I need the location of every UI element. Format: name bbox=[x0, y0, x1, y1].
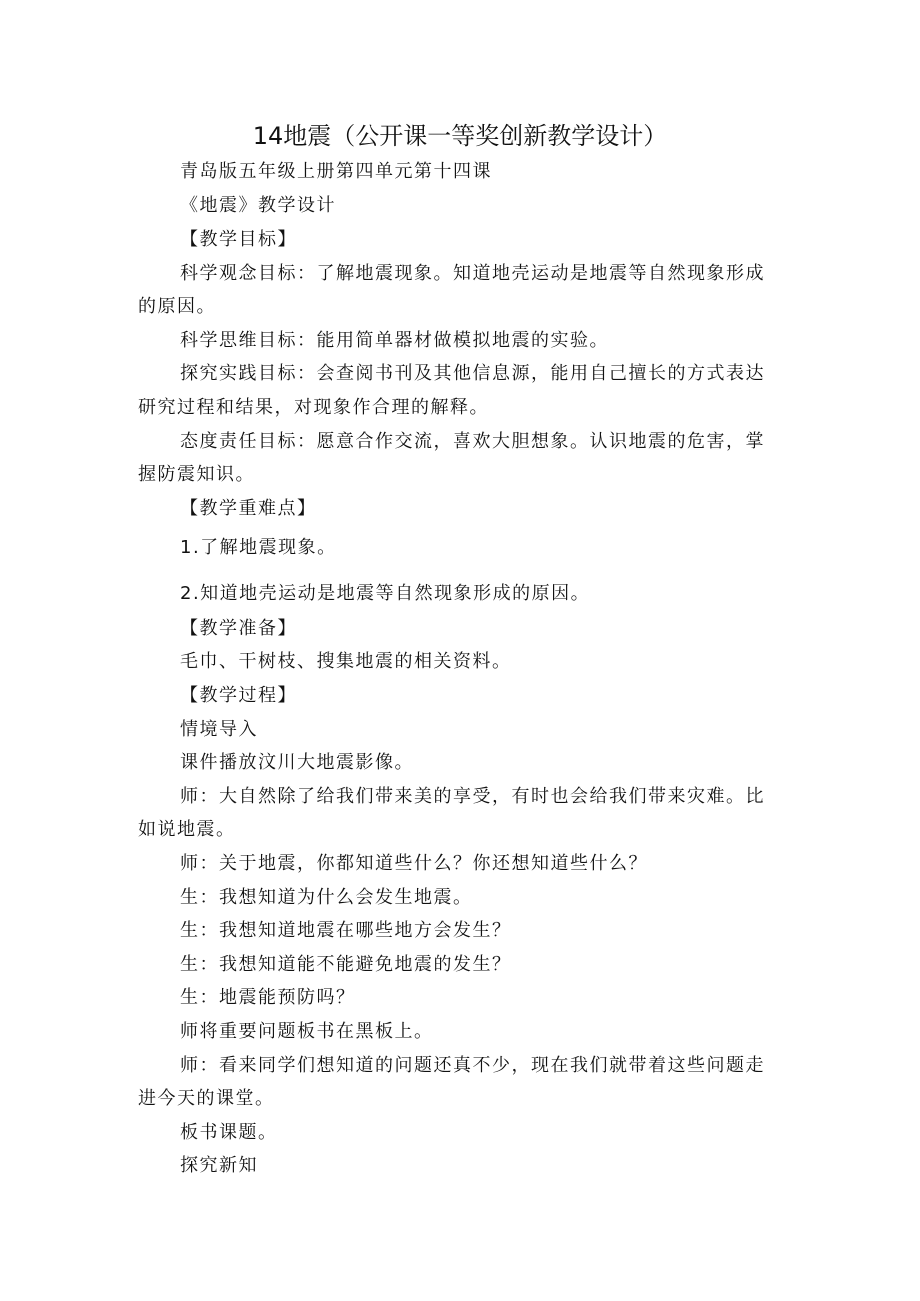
text-line: 态度责任目标：愿意合作交流，喜欢大胆想象。认识地震的危害，掌 bbox=[180, 431, 765, 452]
text-line: 生：我想知道能不能避免地震的发生？ bbox=[180, 954, 512, 975]
text-line: 进今天的课堂。 bbox=[138, 1088, 275, 1109]
text-line: 握防震知识。 bbox=[138, 464, 255, 485]
text-line: 毛巾、干树枝、搜集地震的相关资料。 bbox=[180, 651, 512, 672]
section-heading: 【教学过程】 bbox=[180, 685, 297, 706]
list-item: 2.知道地壳运动是地震等自然现象形成的原因。 bbox=[180, 583, 591, 604]
document-title: 14地震（公开课一等奖创新教学设计） bbox=[252, 122, 668, 150]
text-line: 探究新知 bbox=[180, 1155, 258, 1176]
text-line: 课件播放汶川大地震影像。 bbox=[180, 752, 414, 773]
section-heading: 【教学重难点】 bbox=[180, 498, 317, 519]
text-line: 的原因。 bbox=[138, 296, 216, 317]
section-heading: 【教学目标】 bbox=[180, 229, 297, 250]
text-line: 科学思维目标：能用简单器材做模拟地震的实验。 bbox=[180, 330, 609, 351]
text-line: 师将重要问题板书在黑板上。 bbox=[180, 1021, 434, 1042]
text-line: 生：我想知道地震在哪些地方会发生？ bbox=[180, 920, 512, 941]
section-heading: 【教学准备】 bbox=[180, 618, 297, 639]
list-item: 1.了解地震现象。 bbox=[180, 537, 337, 558]
text-line: 生：地震能预防吗？ bbox=[180, 987, 356, 1008]
text-line: 探究实践目标：会查阅书刊及其他信息源，能用自己擅长的方式表达 bbox=[180, 363, 765, 384]
text-line: 《地震》教学设计 bbox=[180, 195, 336, 216]
text-line: 青岛版五年级上册第四单元第十四课 bbox=[180, 161, 492, 182]
text-line: 研究过程和结果，对现象作合理的解释。 bbox=[138, 397, 489, 418]
text-line: 板书课题。 bbox=[180, 1122, 278, 1143]
text-line: 师：看来同学们想知道的问题还真不少，现在我们就带着这些问题走 bbox=[180, 1055, 765, 1076]
text-line: 生：我想知道为什么会发生地震。 bbox=[180, 887, 473, 908]
text-line: 师：大自然除了给我们带来美的享受，有时也会给我们带来灾难。比 bbox=[180, 786, 765, 807]
text-line: 如说地震。 bbox=[138, 819, 236, 840]
text-line: 师：关于地震，你都知道些什么？你还想知道些什么？ bbox=[180, 853, 648, 874]
text-line: 科学观念目标：了解地震现象。知道地壳运动是地震等自然现象形成 bbox=[180, 263, 765, 284]
text-line: 情境导入 bbox=[180, 719, 258, 740]
